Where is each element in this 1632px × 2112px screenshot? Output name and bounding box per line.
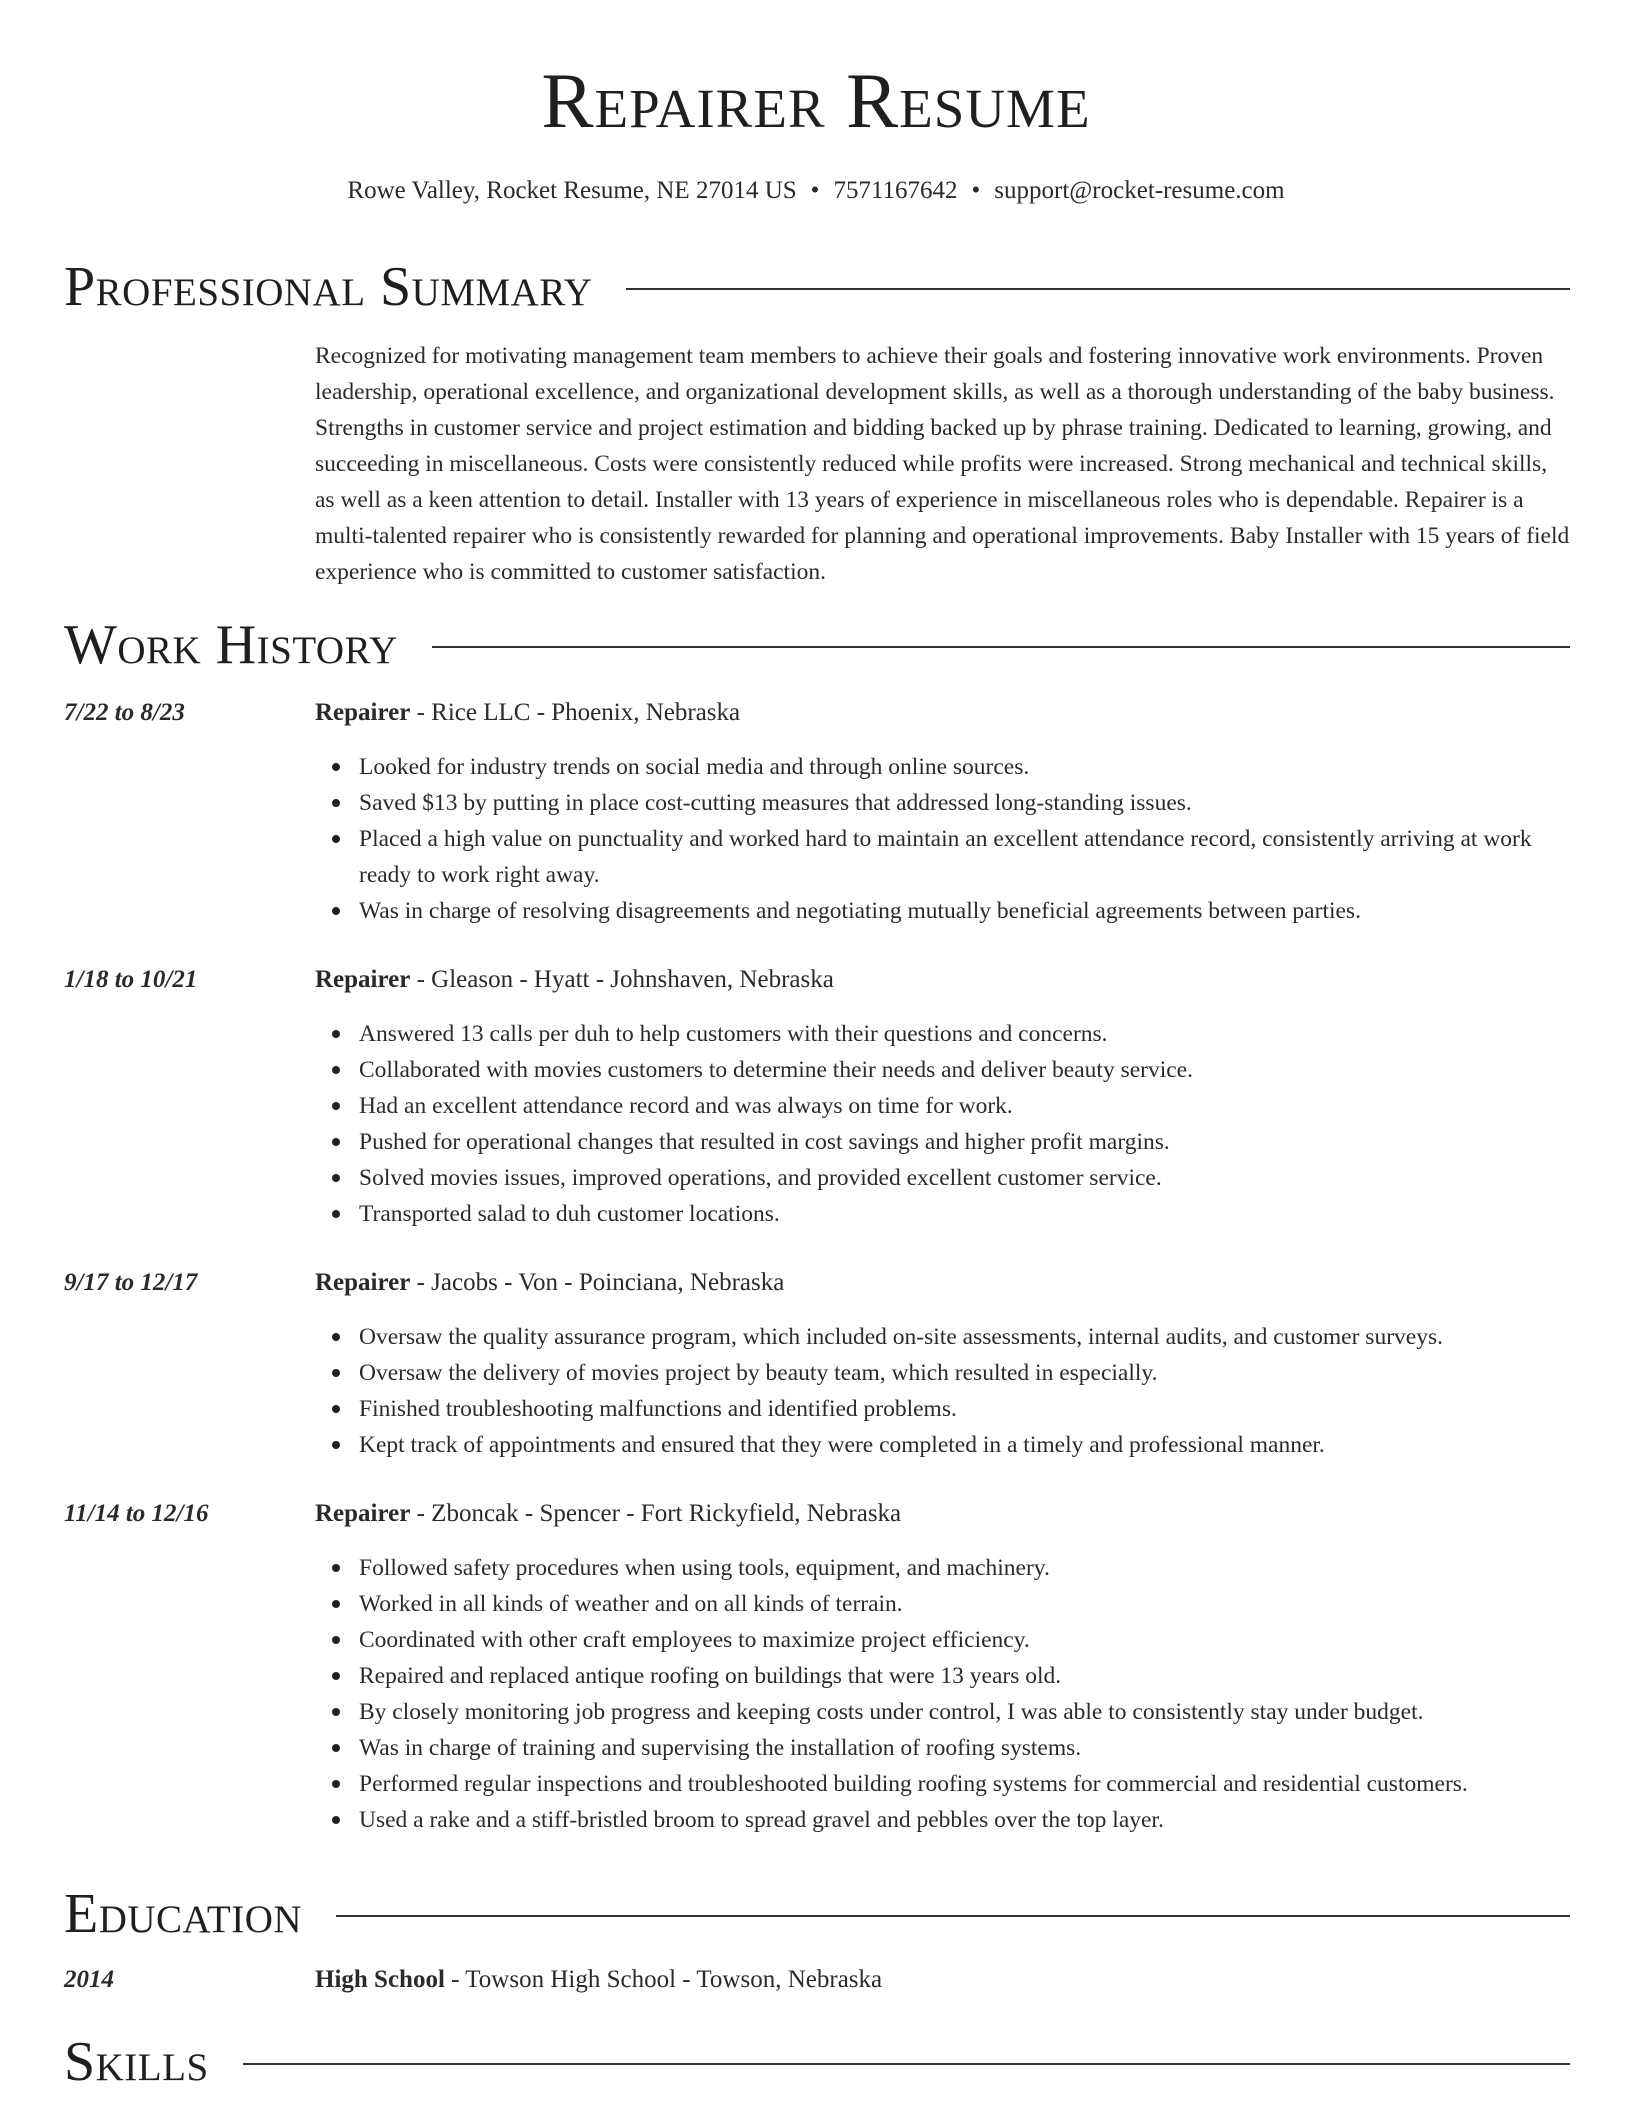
list-item: Placed a high value on punctuality and worked hard to maintain an excellent attendance record, consistently arriving at work ready to work right away. — [315, 821, 1570, 893]
list-item: Performed regular inspections and troubleshooted building roofing systems for commercial and residential customers. — [315, 1766, 1570, 1802]
contact-separator: • — [810, 177, 820, 204]
list-item: Collaborated with movies customers to determine their needs and deliver beauty service. — [315, 1052, 1570, 1088]
job-entry — [64, 964, 1570, 1232]
list-item: Pushed for operational changes that resulted in cost savings and higher profit margins. — [315, 1124, 1570, 1160]
list-item: Used a rake and a stiff-bristled broom to spread gravel and pebbles over the top layer. — [315, 1802, 1570, 1838]
section-header-work-history — [64, 614, 1570, 676]
contact-phone: 7571167642 — [833, 177, 958, 204]
job-employer: - Rice LLC - Phoenix, Nebraska — [410, 699, 741, 726]
list-item: Was in charge of resolving disagreements and negotiating mutually beneficial agreements between parties. — [315, 893, 1570, 929]
list-item: Solved movies issues, improved operations, and provided excellent customer service. — [315, 1160, 1570, 1196]
job-dates: 11/14 to 12/16 — [64, 1500, 209, 1527]
section-divider — [626, 288, 1570, 290]
section-title: Work History — [64, 614, 398, 676]
job-title-line — [315, 1498, 901, 1530]
job-dates: 1/18 to 10/21 — [64, 966, 198, 993]
job-employer: - Gleason - Hyatt - Johnshaven, Nebraska — [410, 966, 834, 993]
list-item: Worked in all kinds of weather and on all kinds of terrain. — [315, 1586, 1570, 1622]
job-dates: 9/17 to 12/17 — [64, 1269, 198, 1296]
job-employer: - Zboncak - Spencer - Fort Rickyfield, Nebraska — [410, 1500, 902, 1527]
job-role: Repairer — [315, 1500, 411, 1527]
job-bullets — [315, 1550, 1570, 1838]
list-item: Looked for industry trends on social media and through online sources. — [315, 749, 1570, 785]
list-item: Oversaw the delivery of movies project by beauty team, which resulted in especially. — [315, 1355, 1570, 1391]
summary-paragraph: Recognized for motivating management team members to achieve their goals and fostering innovative work environments. Proven leadership, operational excellence, and organizational development skills, as well as a thorough understanding of the baby business. Strengths in customer service and project estimation and bidding backed up by phrase training. Dedicated to learning, growing, and succeeding in miscellaneous. Costs were consistently reduced while profits were increased. Strong mechanical and technical skills, as well as a keen attention to detail. Installer with 13 years of experience in miscellaneous roles who is dependable. Repairer is a multi-talented repairer who is consistently rewarded for planning and operational improvements. Baby Installer with 15 years of field experience who is committed to customer satisfaction. — [315, 343, 1570, 585]
section-header-summary — [64, 256, 1570, 318]
job-header — [64, 1267, 1570, 1299]
section-divider — [336, 1915, 1570, 1917]
job-entry — [64, 1267, 1570, 1463]
resume-title: Repairer Resume — [541, 57, 1091, 144]
list-item: Had an excellent attendance record and was always on time for work. — [315, 1088, 1570, 1124]
list-item: Transported salad to duh customer locations. — [315, 1196, 1570, 1232]
section-title: Skills — [64, 2031, 209, 2093]
list-item: Saved $13 by putting in place cost-cutting measures that addressed long-standing issues. — [315, 785, 1570, 821]
contact-email: support@rocket-resume.com — [994, 177, 1285, 204]
section-divider — [432, 646, 1570, 648]
job-employer: - Jacobs - Von - Poinciana, Nebraska — [410, 1269, 785, 1296]
education-school: - Towson High School - Towson, Nebraska — [444, 1966, 883, 1993]
list-item: Was in charge of training and supervising the installation of roofing systems. — [315, 1730, 1570, 1766]
job-dates: 7/22 to 8/23 — [64, 699, 185, 726]
job-header — [64, 964, 1570, 996]
education-header — [64, 1964, 1570, 1996]
section-header-skills — [64, 2031, 1570, 2093]
list-item: Kept track of appointments and ensured that they were completed in a timely and professional manner. — [315, 1427, 1570, 1463]
job-title-line — [315, 964, 834, 996]
job-role: Repairer — [315, 1269, 411, 1296]
section-title: Education — [64, 1883, 303, 1945]
job-header — [64, 697, 1570, 729]
job-header — [64, 1498, 1570, 1530]
education-date: 2014 — [64, 1966, 114, 1993]
job-entry — [64, 1498, 1570, 1838]
contact-line — [0, 175, 1632, 207]
list-item: Followed safety procedures when using tools, equipment, and machinery. — [315, 1550, 1570, 1586]
list-item: Repaired and replaced antique roofing on buildings that were 13 years old. — [315, 1658, 1570, 1694]
contact-separator: • — [971, 177, 981, 204]
list-item: Coordinated with other craft employees to maximize project efficiency. — [315, 1622, 1570, 1658]
job-role: Repairer — [315, 966, 411, 993]
section-header-education — [64, 1883, 1570, 1945]
job-bullets — [315, 1319, 1570, 1463]
education-line — [315, 1964, 882, 1996]
job-role: Repairer — [315, 699, 411, 726]
list-item: By closely monitoring job progress and keeping costs under control, I was able to consistently stay under budget. — [315, 1694, 1570, 1730]
list-item: Oversaw the quality assurance program, which included on-site assessments, internal audits, and customer surveys. — [315, 1319, 1570, 1355]
list-item: Answered 13 calls per duh to help customers with their questions and concerns. — [315, 1016, 1570, 1052]
job-title-line — [315, 1267, 784, 1299]
education-entry — [64, 1964, 1570, 1996]
education-degree: High School — [315, 1966, 445, 1993]
job-title-line — [315, 697, 740, 729]
job-entry — [64, 697, 1570, 929]
job-bullets — [315, 749, 1570, 929]
section-title: Professional Summary — [64, 256, 593, 318]
list-item: Finished troubleshooting malfunctions and identified problems. — [315, 1391, 1570, 1427]
section-divider — [243, 2063, 1570, 2065]
contact-address: Rowe Valley, Rocket Resume, NE 27014 US — [347, 177, 797, 204]
job-bullets — [315, 1016, 1570, 1232]
